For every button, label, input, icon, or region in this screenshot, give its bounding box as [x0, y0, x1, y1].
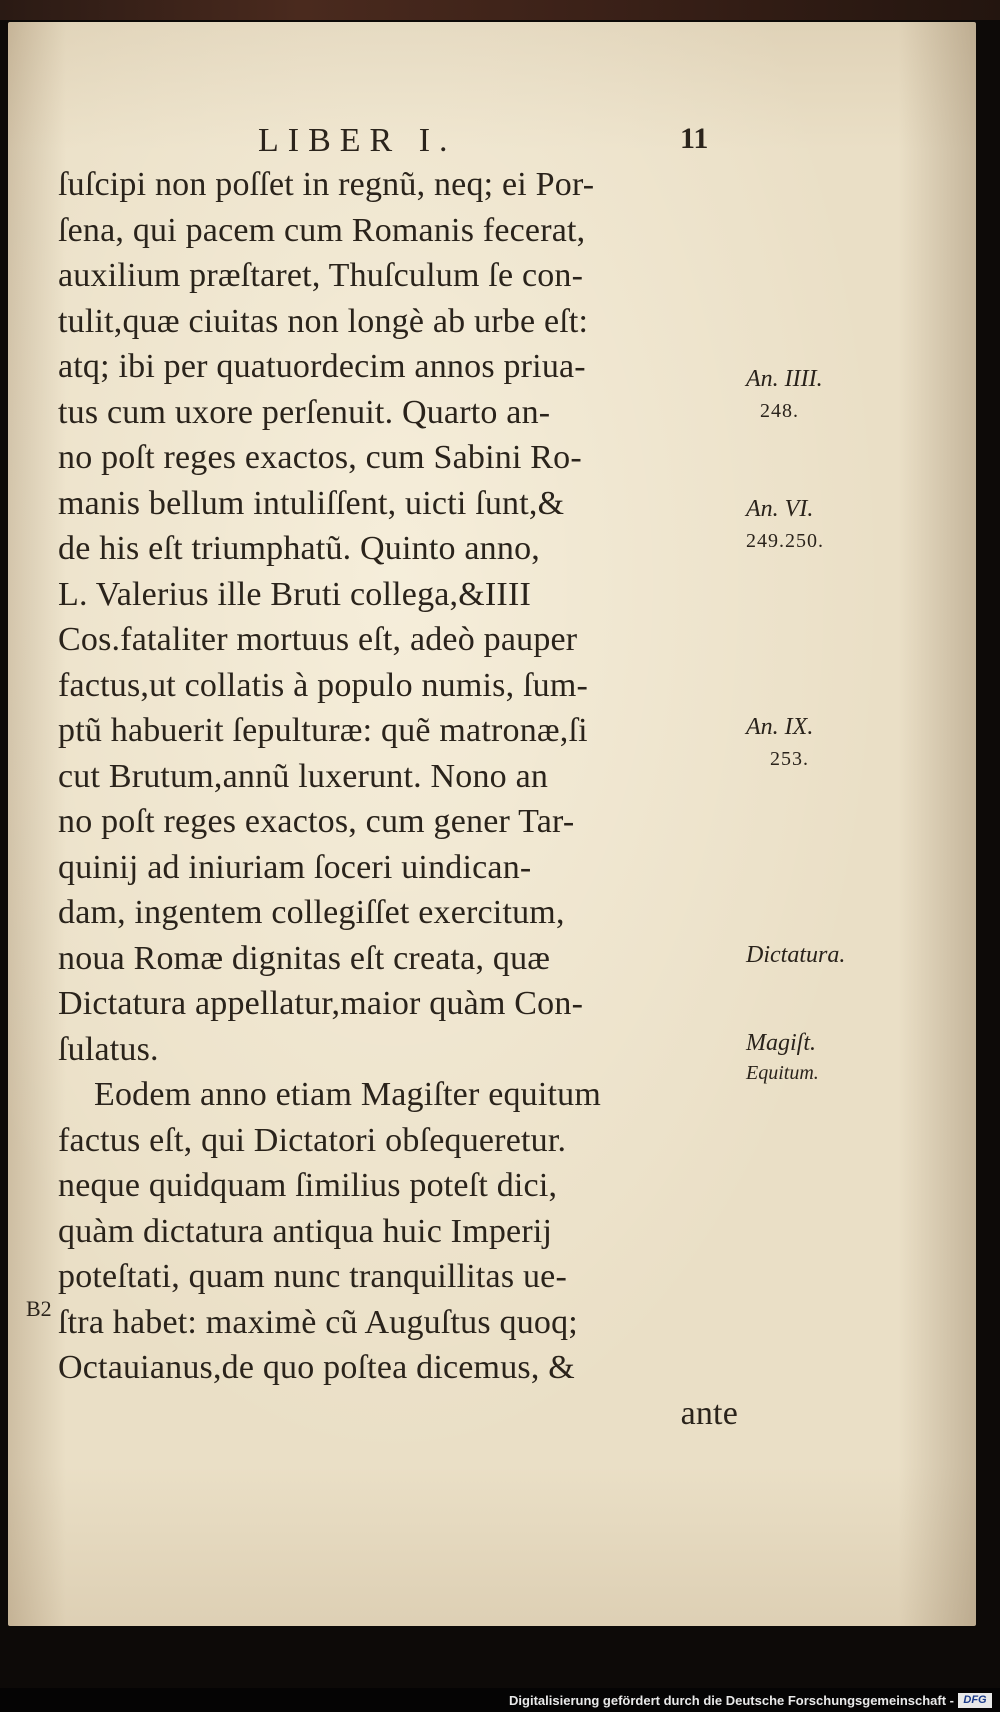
text-line: no poſt reges exactos, cum Sabini Ro-	[58, 439, 582, 476]
text-line: quàm dictatura antiqua huic Imperij	[58, 1212, 553, 1250]
text-line: Dictatura appellatur,maior quàm Con-	[58, 985, 584, 1022]
book-page	[8, 22, 976, 1626]
catchword: ante	[680, 1394, 738, 1432]
footer-bar	[0, 1688, 1000, 1712]
margin-note-topic-sub: Equitum.	[746, 1062, 819, 1084]
book-top-edge	[0, 0, 1000, 20]
digitization-credit: Digitalisierung gefördert durch die Deutsche Forschungsgemeinschaft -	[509, 1693, 954, 1708]
margin-note-topic: Magiſt.	[746, 1030, 816, 1056]
text-line: manis bellum intuliſſent, uicti ſunt,&	[58, 484, 565, 522]
text-line: tulit,quæ ciuitas non longè ab urbe eſt:	[58, 302, 589, 340]
margin-note-year-sub: 253.	[770, 748, 809, 770]
text-line: factus eſt, qui Dictatori obſequeretur.	[58, 1121, 567, 1159]
margin-note-year-sub: 249.250.	[746, 530, 824, 552]
running-head: LIBER I.	[258, 122, 457, 159]
dfg-logo: DFG	[958, 1693, 992, 1708]
text-line: poteſtati, quam nunc tranquillitas ue-	[58, 1258, 567, 1295]
text-line: auxilium præſtaret, Thuſculum ſe con-	[58, 257, 584, 294]
text-line: ptũ habuerit ſepulturæ: quẽ matronæ,ſi	[58, 712, 588, 749]
page-number: 11	[680, 122, 709, 155]
text-line: dam, ingentem collegiſſet exercitum,	[58, 894, 565, 931]
text-line: ſena, qui pacem cum Romanis fecerat,	[58, 211, 586, 249]
text-line: tus cum uxore perſenuit. Quarto an-	[58, 393, 551, 431]
text-line: ſuſcipi non poſſet in regnũ, neq; ei Por-	[58, 166, 595, 203]
signature-mark: B2	[26, 1296, 52, 1321]
text-line: neque quidquam ſimilius poteſt dici,	[58, 1167, 558, 1204]
text-line: cut Brutum,annũ luxerunt. Nono an	[58, 757, 549, 795]
text-line: L. Valerius ille Bruti collega,&IIII	[58, 575, 531, 613]
text-line: factus,ut collatis à populo numis, ſum-	[58, 666, 589, 704]
text-line: no poſt reges exactos, cum gener Tar-	[58, 803, 575, 840]
text-line: atq; ibi per quatuordecim annos priua-	[58, 348, 586, 385]
margin-note-year: An. IX.	[746, 714, 814, 740]
text-line: Eodem anno etiam Magiſter equitum	[94, 1076, 602, 1113]
text-line: ſulatus.	[58, 1030, 159, 1068]
text-line: Octauianus,de quo poſtea dicemus, &	[58, 1349, 575, 1386]
margin-note-year-sub: 248.	[760, 400, 799, 422]
text-line: quinij ad iniuriam ſoceri uindican-	[58, 848, 532, 886]
text-line: ſtra habet: maximè cũ Auguſtus quoq;	[58, 1303, 578, 1341]
text-line: noua Romæ dignitas eſt creata, quæ	[58, 939, 551, 977]
text-line: Cos.fataliter mortuus eſt, adeò pauper	[58, 621, 578, 658]
margin-note-year: An. VI.	[746, 496, 814, 522]
margin-notes	[746, 22, 906, 1622]
margin-note-year: An. IIII.	[746, 366, 823, 392]
margin-note-topic: Dictatura.	[746, 942, 846, 968]
main-text-block	[58, 162, 738, 1436]
text-line: de his eſt triumphatũ. Quinto anno,	[58, 530, 540, 567]
